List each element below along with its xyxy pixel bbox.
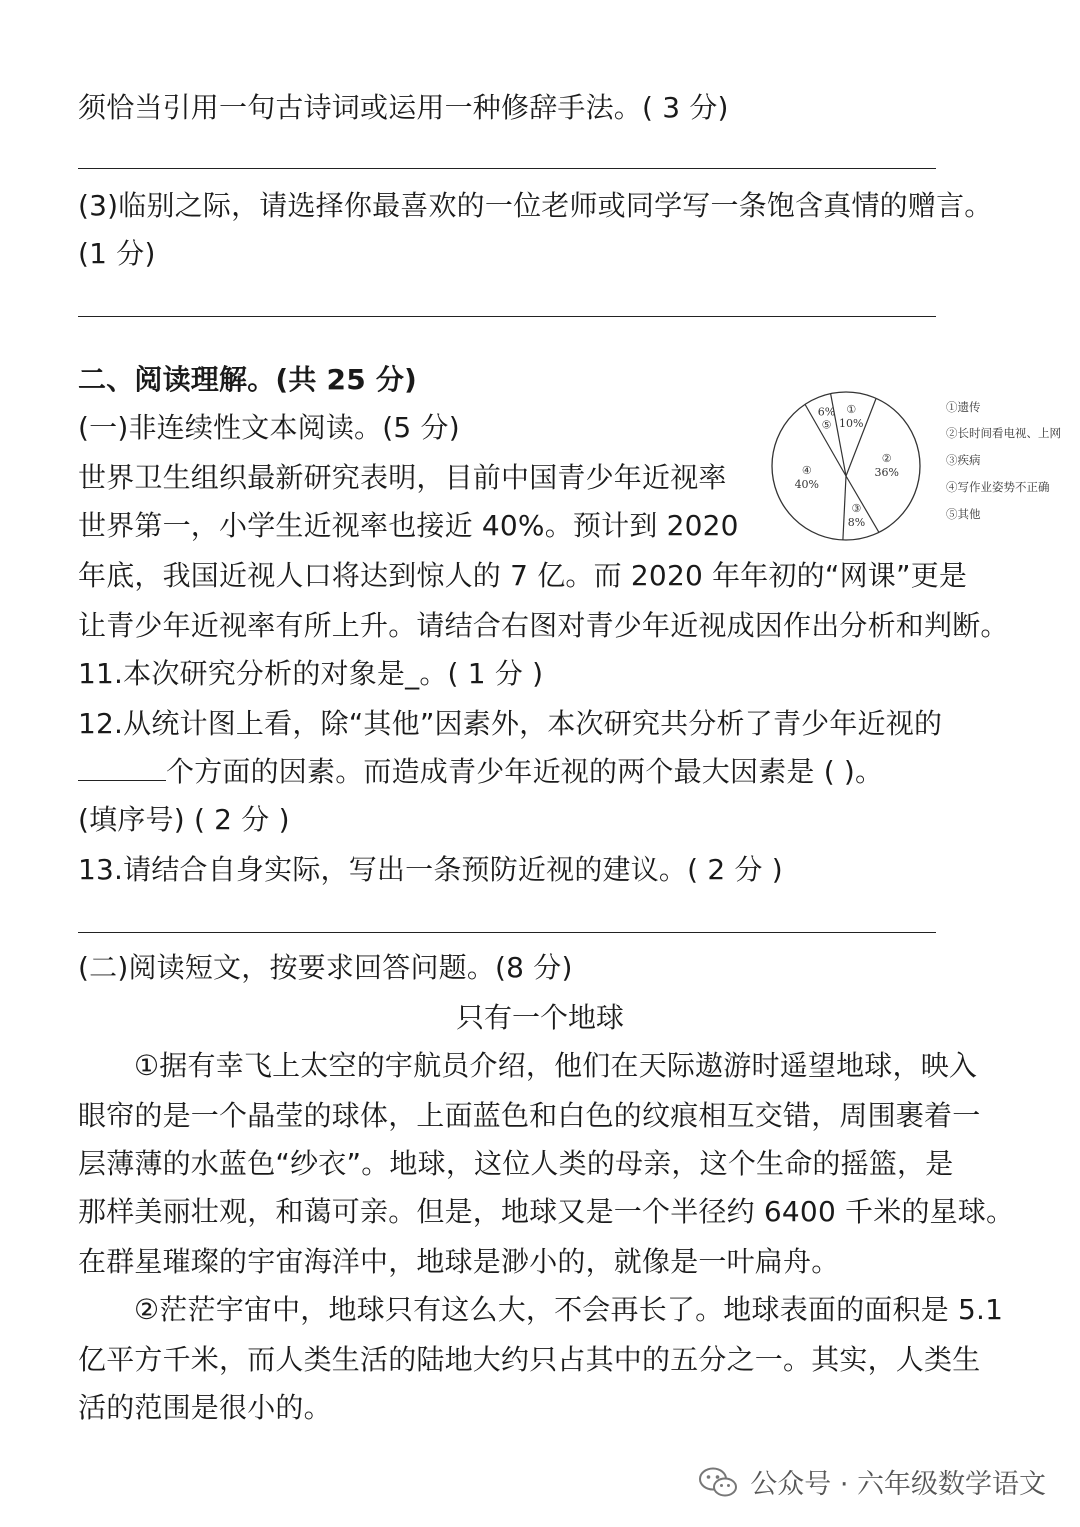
question-12-text: 个方面的因素。而造成青少年近视的两个最大因素是 ( )。 [166, 755, 884, 788]
paragraph-line: 让青少年近视率有所上升。请结合右图对青少年近视成因作出分析和判断。 [78, 609, 1009, 642]
pie-slice-percent: 10% [839, 416, 864, 430]
paragraph-line: 世界卫生组织最新研究表明，目前中国青少年近视率 [78, 461, 727, 494]
pie-slice-number: ③ [851, 502, 862, 516]
pie-slice-percent: 6% [817, 405, 836, 419]
section-heading: 二、阅读理解。(共 25 分) [78, 363, 418, 396]
article-line: 亿平方千米，而人类生活的陆地大约只占其中的五分之一。其实，人类生 [78, 1343, 981, 1376]
legend-item: ②长时间看电视、上网 [946, 426, 1061, 440]
answer-line [78, 316, 936, 317]
pie-slice-number: ① [846, 402, 857, 416]
text-line: 须恰当引用一句古诗词或运用一种修辞手法。( 3 分) [78, 91, 729, 124]
article-line: 层薄薄的水蓝色“纱衣”。地球，这位人类的母亲，这个生命的摇篮，是 [78, 1147, 954, 1180]
pie-slice-percent: 8% [847, 516, 866, 530]
question-3: (3)临别之际，请选择你最喜欢的一位老师或同学写一条饱含真情的赠言。 [78, 189, 993, 222]
question-12-cont [78, 752, 883, 792]
legend-item: ⑤其他 [946, 507, 981, 521]
fill-blank [78, 754, 166, 781]
question-3-score: (1 分) [78, 237, 156, 270]
legend-item: ③疾病 [946, 453, 981, 467]
question-11: 11.本次研究分析的对象是_。( 1 分 ) [78, 657, 544, 690]
article-line: 活的范围是很小的。 [78, 1391, 332, 1424]
question-12: 12.从统计图上看，除“其他”因素外，本次研究共分析了青少年近视的 [78, 707, 943, 740]
answer-line [78, 932, 936, 933]
article-line: ①据有幸飞上太空的宇航员介绍，他们在天际遨游时遥望地球，映入 [134, 1049, 978, 1082]
part-heading: (二)阅读短文，按要求回答问题。(8 分) [78, 951, 573, 984]
wechat-icon [698, 1466, 738, 1498]
paragraph-line: 年底，我国近视人口将达到惊人的 7 亿。而 2020 年年初的“网课”更是 [78, 559, 968, 592]
article-line: ②茫茫宇宙中，地球只有这么大，不会再长了。地球表面的面积是 5.1 [134, 1293, 1004, 1326]
part-heading: (一)非连续性文本阅读。(5 分) [78, 411, 460, 444]
article-line: 眼帘的是一个晶莹的球体，上面蓝色和白色的纹痕相互交错，周围裹着一 [78, 1099, 981, 1132]
article-line: 那样美丽壮观，和蔼可亲。但是，地球又是一个半径约 6400 千米的星球。 [78, 1195, 1015, 1228]
footer-text: 公众号 · 六年级数学语文 [750, 1469, 1046, 1500]
legend-item: ④写作业姿势不正确 [946, 480, 1050, 494]
article-title: 只有一个地球 [455, 1001, 624, 1034]
pie-slice-number: ⑤ [821, 418, 832, 432]
pie-slice-percent: 40% [794, 477, 820, 491]
pie-slice-number: ② [881, 452, 892, 466]
footer-watermark [698, 1462, 1046, 1501]
legend-item: ①遗传 [946, 400, 981, 414]
article-line: 在群星璀璨的宇宙海洋中，地球是渺小的，就像是一叶扁舟。 [78, 1245, 840, 1278]
pie-slice-number: ④ [801, 463, 812, 477]
question-13: 13.请结合自身实际，写出一条预防近视的建议。( 2 分 ) [78, 853, 783, 886]
pie-slice-percent: 36% [874, 466, 899, 480]
myopia-pie-chart [768, 388, 928, 548]
paragraph-line: 世界第一，小学生近视率也接近 40%。预计到 2020 [78, 509, 739, 542]
question-12-score: (填序号) ( 2 分 ) [78, 803, 290, 836]
answer-line [78, 168, 936, 169]
